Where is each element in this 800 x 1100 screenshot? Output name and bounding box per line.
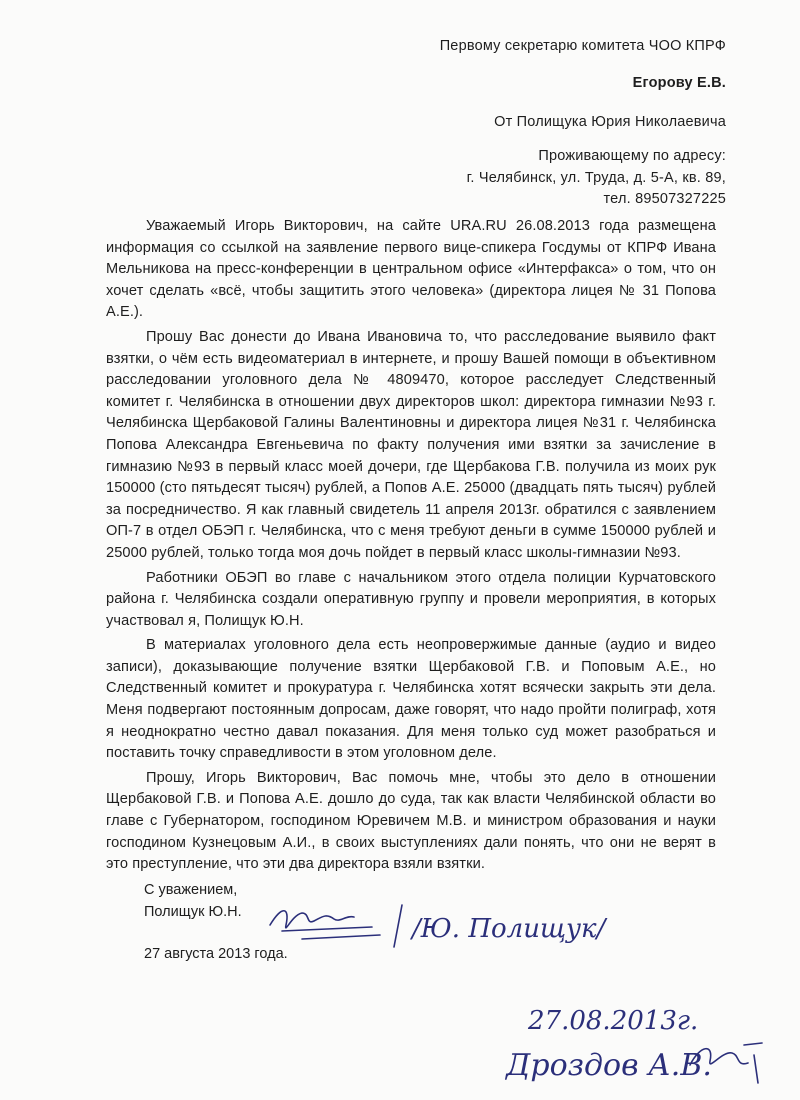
letter-date: 27 августа 2013 года.: [144, 946, 288, 962]
receipt-date: 27.08.2013г.: [528, 1006, 699, 1036]
paragraph-3: Работники ОБЭП во главе с начальником этого отдела полиции Курчатовского района г. Челябинска создали оперативную группу и провели мероприятия, в которых участвовал я, Полищук Ю.Н.: [106, 569, 716, 629]
letter-body: [106, 216, 716, 879]
paragraph-5: Прошу, Игорь Викторович, Вас помочь мне, чтобы это дело в отношении Щербаковой Г.В. и Попова А.Е. дошло до суда, так как власти Челябинской области во главе с Губернатором, господином Юревичем М.В. и министром образования и науки господином Кузнецовым А.И., в своих выступлениях дали понять, что они не верят в это преступление, что эти два директора взяли взятки.: [106, 769, 716, 873]
receipt-name: Дроздов А.В.: [506, 1048, 712, 1083]
signature-name: /Ю. Полищук/: [412, 914, 606, 944]
handwritten-signature: [262, 895, 622, 955]
recipient-name: Егорову Е.В.: [632, 75, 726, 91]
recipient-title: Первому секретарю комитета ЧОО КПРФ: [439, 38, 726, 54]
closing-name: Полищук Ю.Н.: [144, 904, 242, 920]
sender-line: От Полищука Юрия Николаевича: [494, 114, 726, 130]
address-line: г. Челябинск, ул. Труда, д. 5-А, кв. 89,: [466, 170, 726, 186]
paragraph-4: В материалах уголовного дела есть неопровержимые данные (аудио и видео записи), доказывающие получение взятки Щербаковой Г.В. и Поповым А.Е., но Следственный комитет и прокуратура г. Челябинска хотят всячески закрыть эти дела. Меня подвергают постоянным допросам, даже говорят, что надо пройти полиграф, хотя я неоднократно честно давал показания. Для меня только суд может разобраться и поставить точку справедливости в этом уголовном деле.: [106, 637, 716, 762]
paragraph-1: Уважаемый Игорь Викторович, на сайте URA.RU 26.08.2013 года размещена информация со ссылкой на заявление первого вице-спикера Госдумы от КПРФ Ивана Мельникова на пресс-конференции в центральном офисе «Интерфакса» о том, что он хочет сделать «всё, чтобы защитить этого человека» (директора лицея № 31 Попова А.Е.).: [106, 218, 716, 321]
phone-line: тел. 89507327225: [603, 191, 726, 207]
handwritten-receipt-note: [500, 995, 785, 1095]
address-label: Проживающему по адресу:: [538, 148, 726, 164]
closing-regards: С уважением,: [144, 882, 238, 898]
paragraph-2: Прошу Вас донести до Ивана Ивановича то, что расследование выявило факт взятки, о чём есть видеоматериал в интернете, и прошу Вашей помощи в объективном расследовании уголовного дела № 4809470, которое расследует Следственный комитет г. Челябинска в отношении двух директоров школ: директора гимназии №93 г. Челябинска Щербаковой Галины Валентиновны и директора лицея №31 г. Челябинска Попова Александра Евгеньевича по факту получения ими взятки за зачисление в гимназию №93 в первый класс моей дочери, где Щербакова Г.В. получила из моих рук 150000 (сто пятьдесят тысяч) рублей, а Попов А.Е. 25000 (двадцать пять тысяч) рублей за посредничество. Я как главный свидетель 11 апреля 2013г. обратился с заявлением ОП-7 в отдел ОБЭП г. Челябинска, что с меня требуют деньги в сумме 150000 рублей и 25000 рублей, только тогда моя дочь пойдет в первый класс школы-гимназии №93.: [106, 328, 716, 561]
